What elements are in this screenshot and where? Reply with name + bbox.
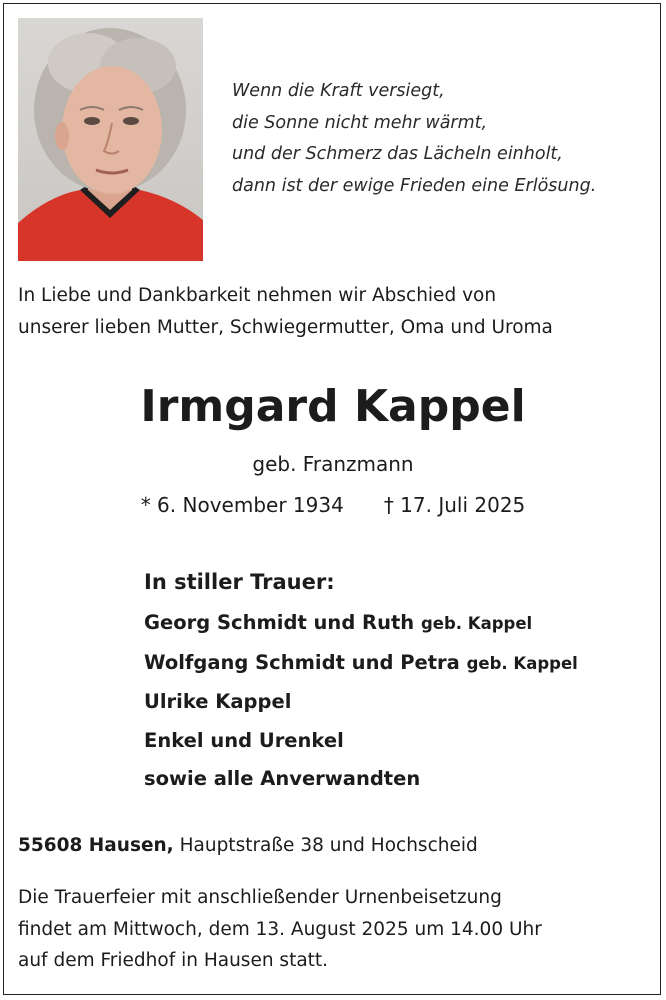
mourner-name: Georg Schmidt und Ruth [144,611,415,634]
obituary-notice [3,3,661,995]
address-street: Hauptstraße 38 und Hochscheid [179,835,478,856]
portrait-image [18,18,203,261]
poem-line: die Sonne nicht mehr wärmt, [232,112,488,133]
birth-date: * 6. November 1934 [140,493,344,517]
address-place: 55608 Hausen, [18,835,174,856]
funeral-service-info [18,882,654,977]
mourner-row [144,683,654,722]
mourner-row [144,644,654,684]
death-date: † 17. Juli 2025 [383,493,526,517]
poem-line: und der Schmerz das Lächeln einholt, [232,144,563,164]
mourner-row [144,604,654,644]
intro-line: In Liebe und Dankbarkeit nehmen wir Abschied von [18,285,497,306]
mourner-row [144,722,654,761]
farewell-intro [18,280,654,343]
memorial-poem [232,76,652,202]
maiden-name: geb. Franzmann [252,452,414,476]
poem-line: Wenn die Kraft versiegt, [232,81,445,101]
service-line: auf dem Friedhof in Hausen statt. [18,950,329,971]
mourner-name: Wolfgang Schmidt und Petra [144,650,460,674]
life-dates [4,489,662,521]
mourners-heading: In stiller Trauer: [144,570,335,594]
mourner-row [144,760,654,799]
mourner-name: sowie alle Anverwandten [144,767,421,790]
poem-line: dann ist der ewige Frieden eine Erlösung. [232,175,597,196]
mourners-block [144,564,654,799]
intro-line: unserer lieben Mutter, Schwiegermutter, Oma und Uroma [18,316,553,338]
deceased-name: Irmgard Kappel [140,381,526,432]
mourner-suffix: geb. Kappel [466,653,578,673]
service-line: Die Trauerfeier mit anschließender Urnenbeisetzung [18,887,502,908]
service-line: findet am Mittwoch, dem 13. August 2025 um 14.00 Uhr [18,918,542,940]
portrait-photo [18,18,203,261]
address-line [18,831,478,861]
mourner-name: Ulrike Kappel [144,690,292,713]
mourner-suffix: geb. Kappel [420,614,533,633]
mourner-name: Enkel und Urenkel [144,728,344,752]
